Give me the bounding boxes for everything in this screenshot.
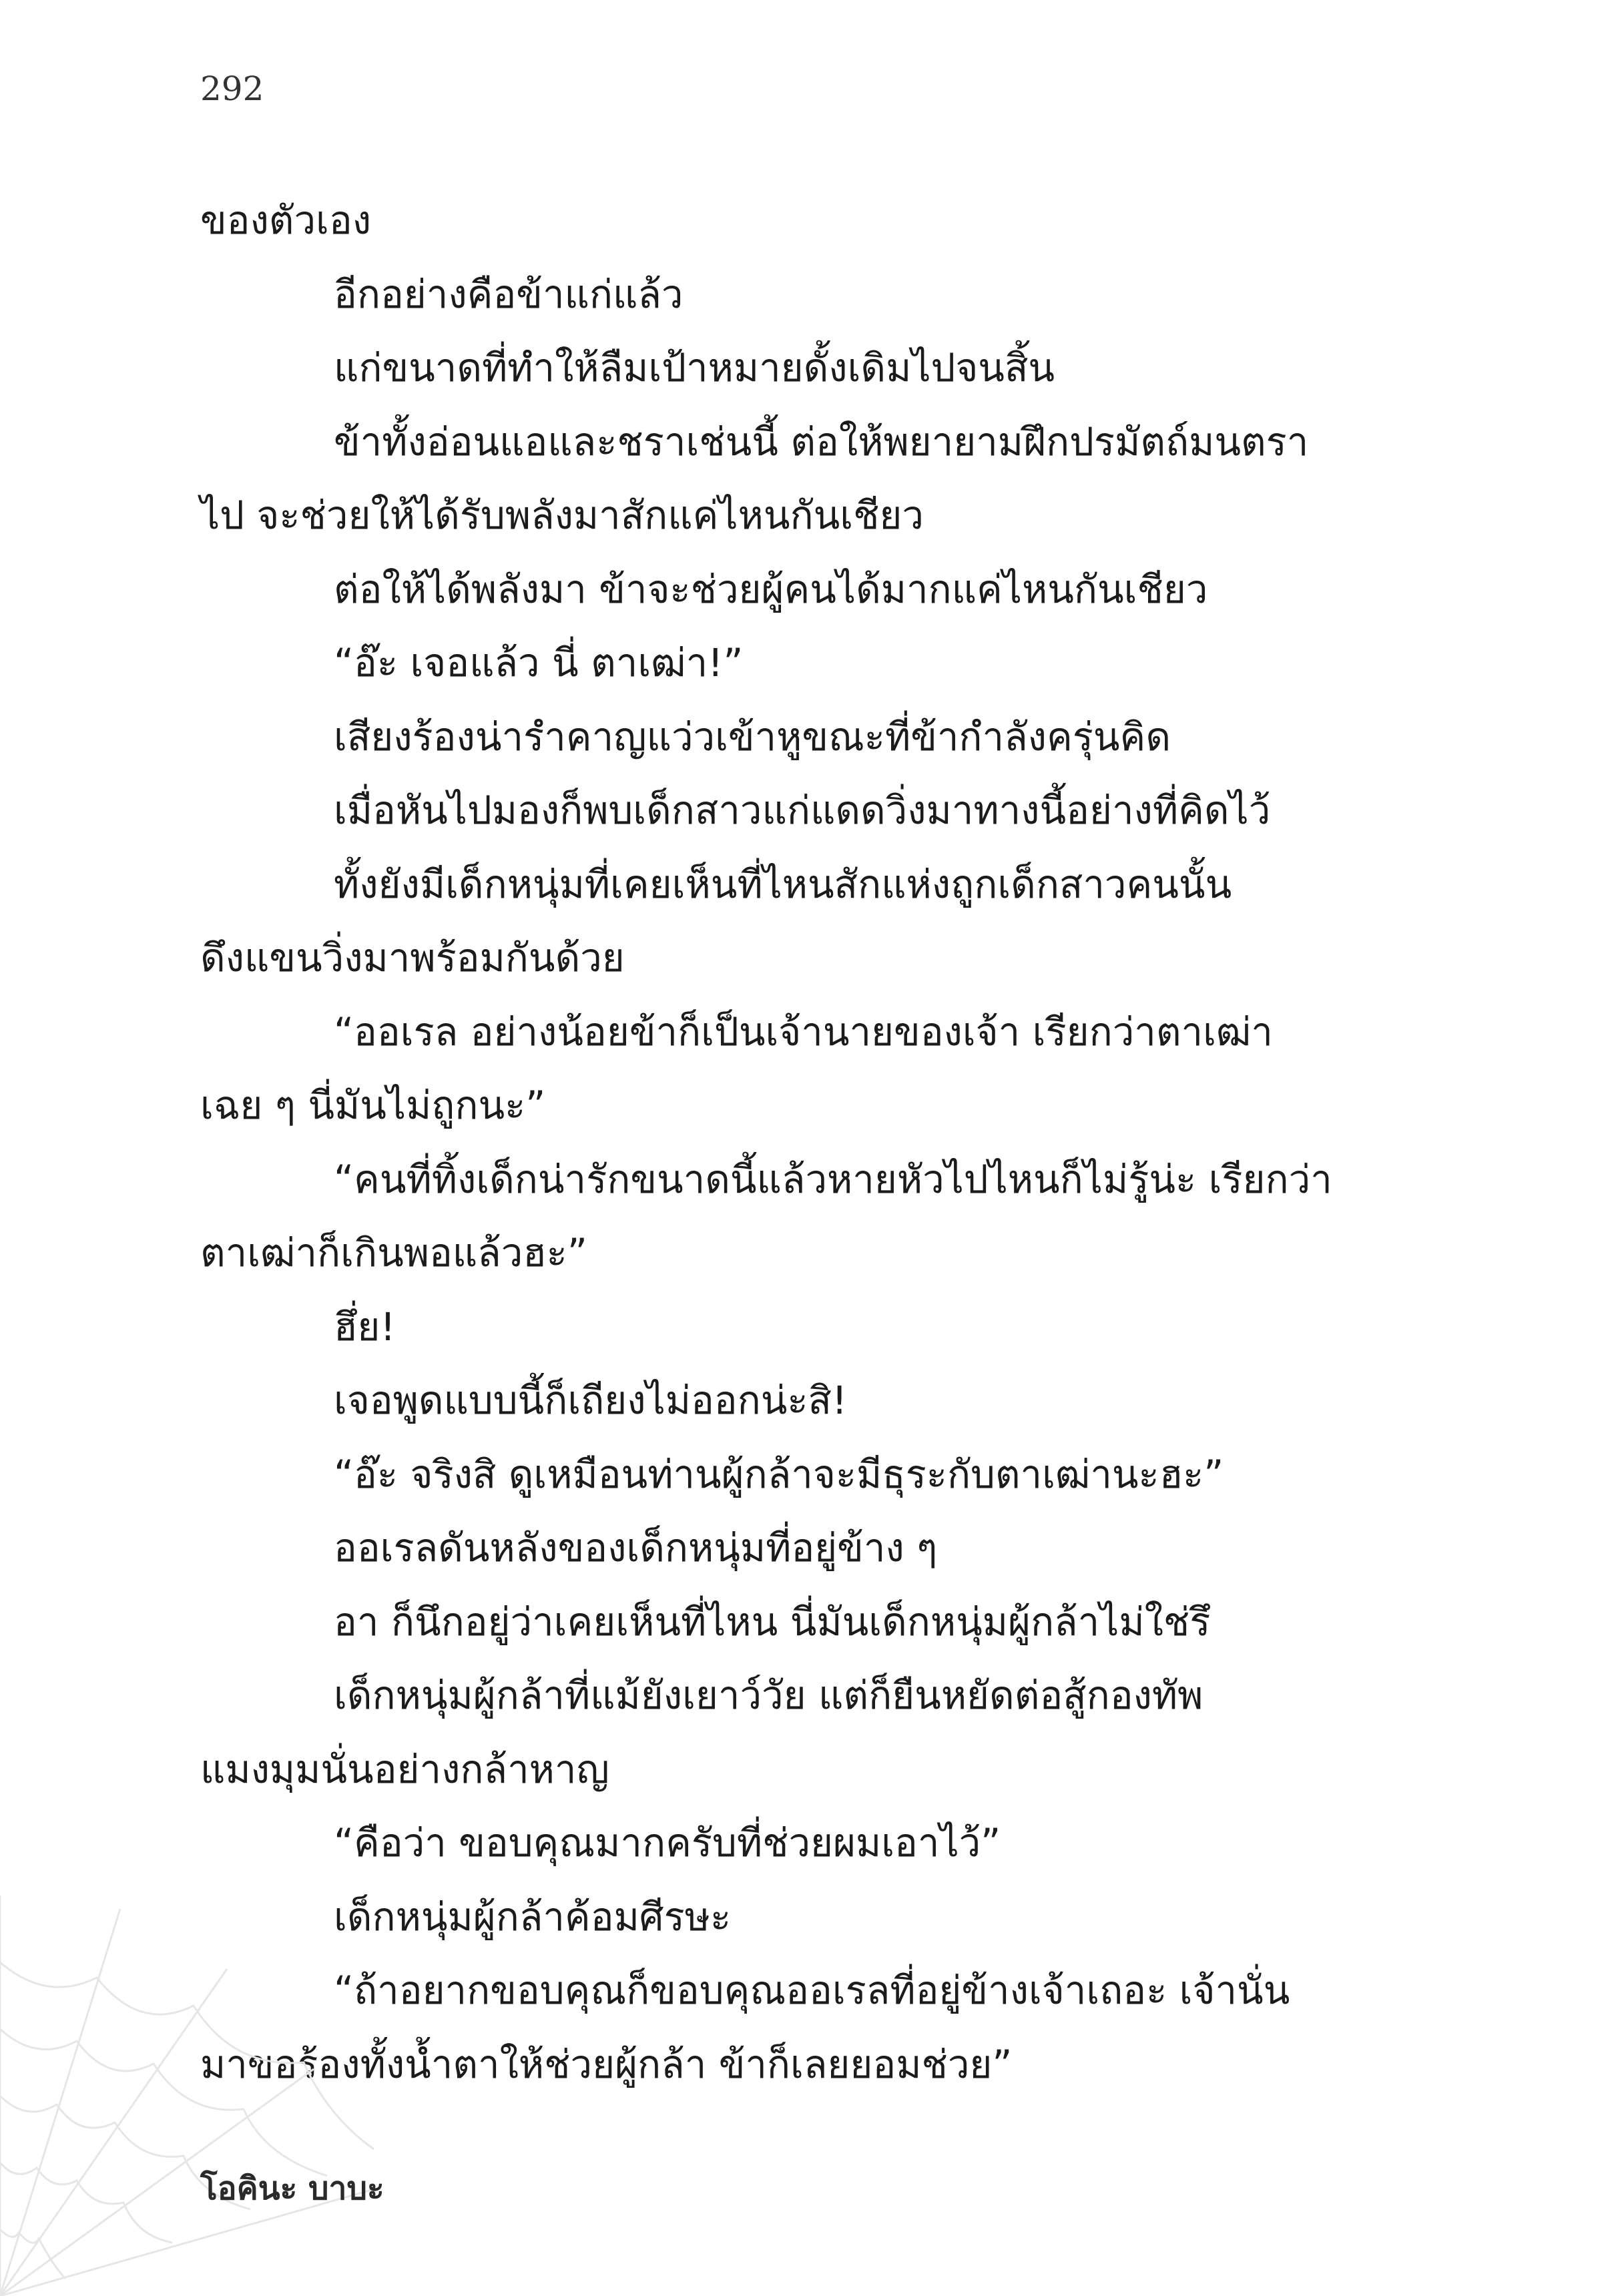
- text-line: อีกอย่างคือข้าแก่แล้ว: [334, 271, 684, 317]
- text-line: “อ๊ะ จริงสิ ดูเหมือนท่านผู้กล้าจะมีธุระกับตาเฒ่านะฮะ”: [334, 1451, 1224, 1497]
- text-line: ไป จะช่วยให้ได้รับพลังมาสักแค่ไหนกันเชียว: [200, 493, 924, 538]
- text-line: “คือว่า ขอบคุณมากครับที่ช่วยผมเอาไว้”: [334, 1820, 1001, 1866]
- text-line: เสียงร้องน่ารำคาญแว่วเข้าหูขณะที่ข้ากำลังครุ่นคิด: [334, 713, 1171, 760]
- text-line: ดึงแขนวิ่งมาพร้อมกันด้วย: [200, 935, 625, 980]
- text-line: เด็กหนุ่มผู้กล้าที่แม้ยังเยาว์วัย แต่ก็ยืนหยัดต่อสู้กองทัพ: [334, 1673, 1203, 1718]
- text-line: “อ๊ะ เจอแล้ว นี่ ตาเฒ่า!”: [334, 640, 744, 685]
- text-line: เมื่อหันไปมองก็พบเด็กสาวแก่แดดวิ่งมาทางนี้อย่างที่คิดไว้: [334, 788, 1271, 833]
- text-line: ออเรลดันหลังของเด็กหนุ่มที่อยู่ข้าง ๆ: [334, 1525, 938, 1570]
- text-line: ข้าทั้งอ่อนแอและชราเช่นนี้ ต่อให้พยายามฝึกปรมัตถ์มนตรา: [334, 418, 1309, 465]
- text-line: เฉย ๆ นี่มันไม่ถูกนะ”: [200, 1083, 546, 1128]
- text-line: “ถ้าอยากขอบคุณก็ขอบคุณออเรลที่อยู่ข้างเจ้าเถอะ เจ้านั่น: [334, 1968, 1290, 2013]
- text-line: “ออเรล อย่างน้อยข้าก็เป็นเจ้านายของเจ้า เรียกว่าตาเฒ่า: [334, 1009, 1273, 1055]
- page-number: 292: [200, 69, 264, 108]
- text-line: อา ก็นึกอยู่ว่าเคยเห็นที่ไหน นี่มันเด็กหนุ่มผู้กล้าไม่ใช่รึ: [334, 1599, 1211, 1645]
- text-line: ตาเฒ่าก็เกินพอแล้วฮะ”: [200, 1230, 587, 1275]
- text-line: ฮึ่ย!: [334, 1304, 396, 1350]
- author-name: โอคินะ บาบะ: [200, 2170, 384, 2207]
- spider-web-decoration: [0, 1896, 374, 2296]
- body-text: [200, 184, 1415, 2101]
- text-line: ต่อให้ได้พลังมา ข้าจะช่วยผู้คนได้มากแค่ไหนกันเชียว: [334, 566, 1208, 612]
- text-line: แก่ขนาดที่ทำให้ลืมเป้าหมายดั้งเดิมไปจนสิ้น: [334, 345, 1055, 390]
- text-line: “คนที่ทิ้งเด็กน่ารักขนาดนี้แล้วหายหัวไปไหนก็ไม่รู้น่ะ เรียกว่า: [334, 1156, 1332, 1202]
- text-line: เด็กหนุ่มผู้กล้าค้อมศีรษะ: [334, 1894, 732, 1940]
- text-line: แมงมุมนั่นอย่างกล้าหาญ: [200, 1746, 609, 1792]
- text-line: เจอพูดแบบนี้ก็เถียงไม่ออกน่ะสิ!: [334, 1378, 848, 1423]
- text-line: ของตัวเอง: [200, 198, 372, 243]
- text-line: ทั้งยังมีเด็กหนุ่มที่เคยเห็นที่ไหนสักแห่งถูกเด็กสาวคนนั้น: [334, 861, 1232, 907]
- text-line: มาขอร้องทั้งน้ำตาให้ช่วยผู้กล้า ข้าก็เลยยอมช่วย”: [200, 2041, 1013, 2087]
